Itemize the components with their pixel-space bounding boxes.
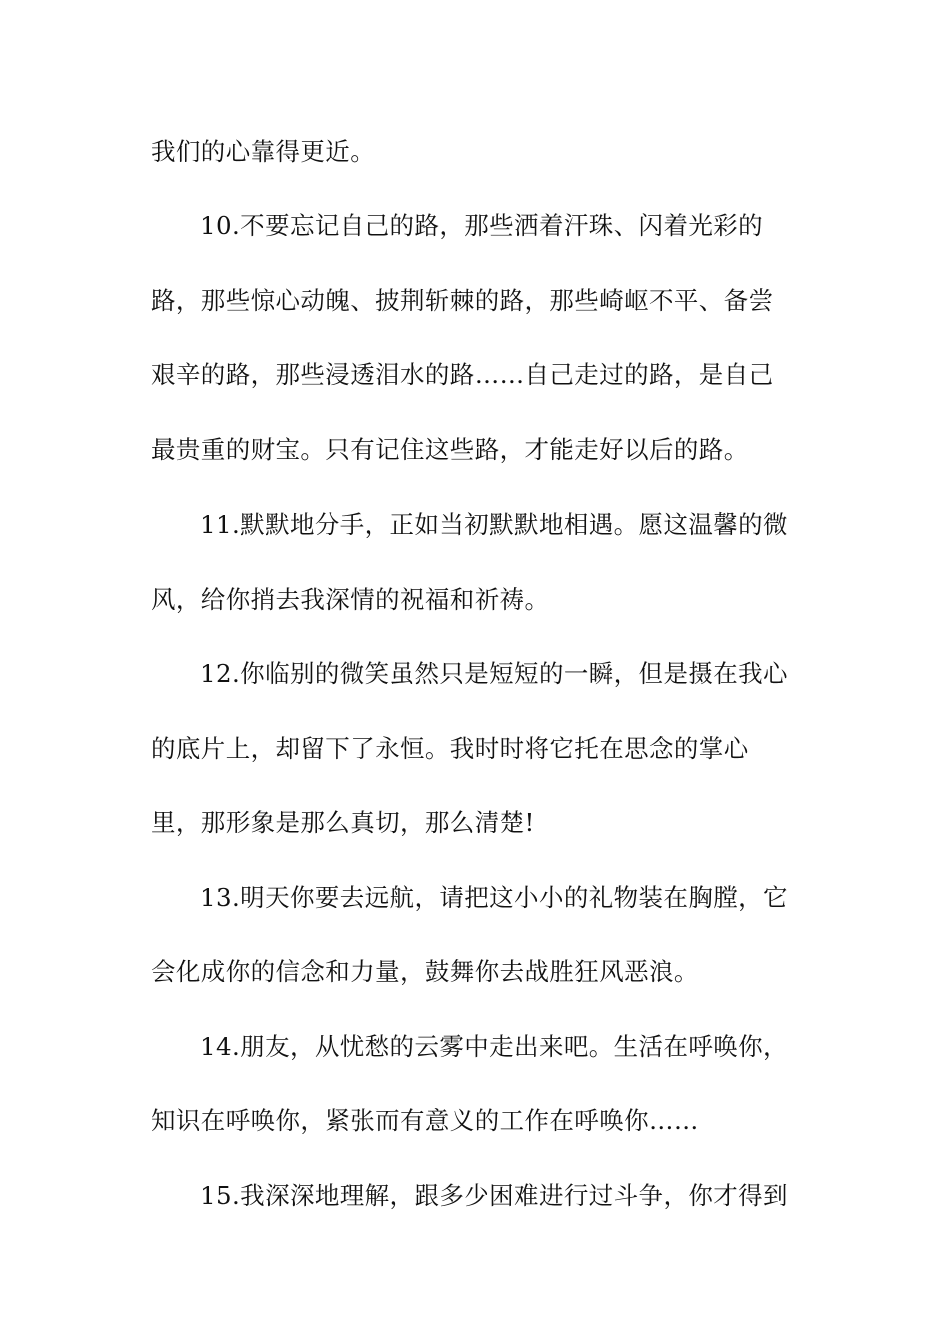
paragraph-14-line-2: 知识在呼唤你，紧张而有意义的工作在呼唤你…… xyxy=(151,1106,699,1135)
paragraph-10-line-4: 最贵重的财宝。只有记住这些路，才能走好以后的路。 xyxy=(151,435,749,464)
paragraph-12-line-3: 里，那形象是那么真切，那么清楚! xyxy=(151,808,535,837)
paragraph-12-line-1: 12.你临别的微笑虽然只是短短的一瞬，但是摄在我心 xyxy=(200,659,788,688)
text-line-1: 我们的心靠得更近。 xyxy=(151,137,376,166)
paragraph-13-line-2: 会化成你的信念和力量，鼓舞你去战胜狂风恶浪。 xyxy=(151,957,699,986)
paragraph-10-line-2: 路，那些惊心动魄、披荆斩棘的路，那些崎岖不平、备尝 xyxy=(151,286,774,315)
paragraph-12-line-2: 的底片上，却留下了永恒。我时时将它托在思念的掌心 xyxy=(151,734,749,763)
paragraph-11-line-1: 11.默默地分手，正如当初默默地相遇。愿这温馨的微 xyxy=(200,510,788,539)
paragraph-15-line-1: 15.我深深地理解，跟多少困难进行过斗争，你才得到 xyxy=(200,1181,788,1210)
paragraph-13-line-1: 13.明天你要去远航，请把这小小的礼物装在胸膛，它 xyxy=(200,883,788,912)
paragraph-10-line-3: 艰辛的路，那些浸透泪水的路……自己走过的路，是自己 xyxy=(151,360,774,389)
paragraph-11-line-2: 风，给你捎去我深情的祝福和祈祷。 xyxy=(151,585,550,614)
paragraph-10-line-1: 10.不要忘记自己的路，那些洒着汗珠、闪着光彩的 xyxy=(200,211,764,240)
paragraph-14-line-1: 14.朋友，从忧愁的云雾中走出来吧。生活在呼唤你， xyxy=(200,1032,788,1061)
